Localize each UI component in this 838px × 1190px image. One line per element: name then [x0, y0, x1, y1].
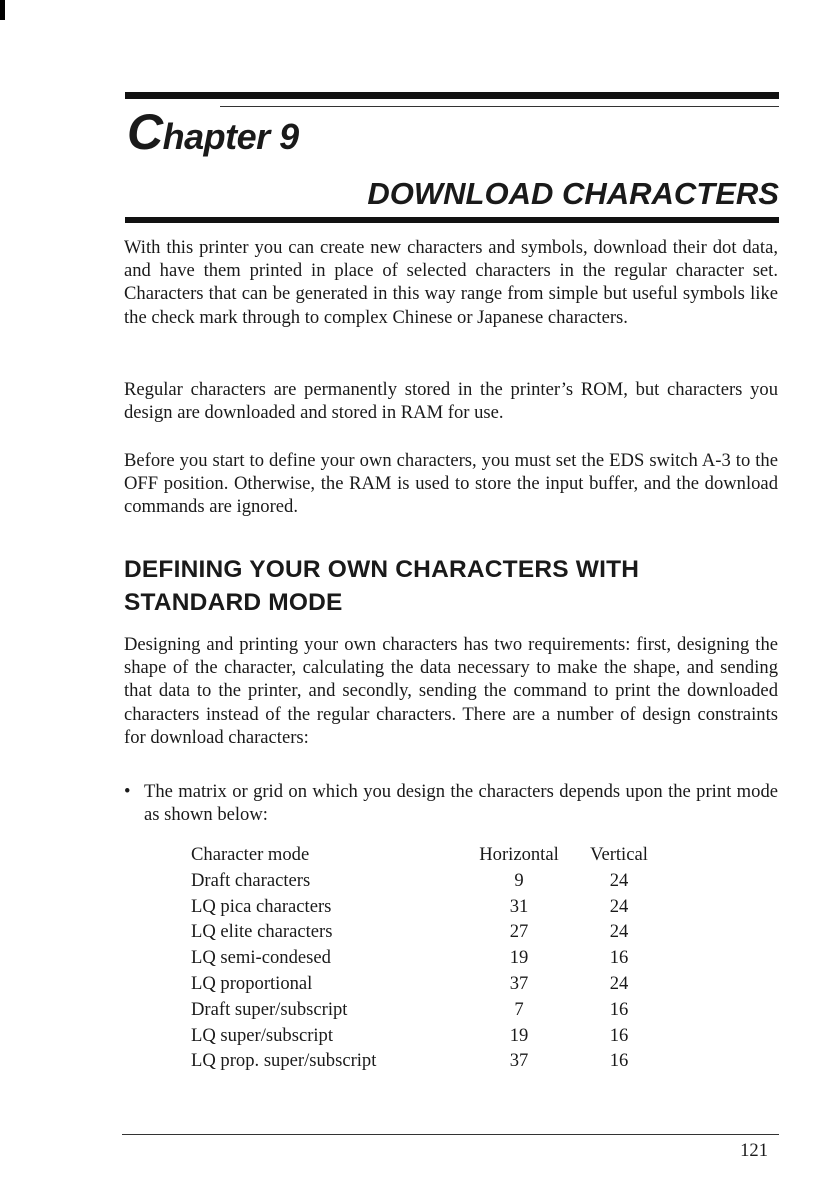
table-cell-mode: LQ elite characters — [191, 921, 333, 943]
table-cell-vertical: 24 — [609, 869, 629, 891]
intro-paragraph-2: Regular characters are permanently stored in the printer’s ROM, but characters you design are downloaded and stored in RAM for use. — [124, 379, 778, 424]
table-cell-mode: Draft characters — [191, 869, 311, 891]
scan-mark — [0, 0, 5, 20]
intro-paragraph-1: With this printer you can create new characters and symbols, download their dot data, and have them printed in place of selected characters in the regular character set. Characters that can be generated in this way range from simple but useful symbols like the check mark through to complex Chinese or Japanese characters. — [124, 237, 778, 328]
table-row — [191, 945, 659, 971]
table-cell-horizontal: 7 — [514, 998, 524, 1020]
chapter-initial: C — [127, 104, 163, 160]
table-cell-mode: LQ prop. super/subscript — [191, 1050, 377, 1072]
table-cell-horizontal: 31 — [509, 895, 529, 917]
table-cell-vertical: 16 — [609, 1024, 629, 1046]
table-cell-vertical: 16 — [609, 947, 629, 969]
table-row — [191, 919, 659, 945]
bullet-icon: • — [124, 781, 131, 802]
table-row — [191, 1048, 659, 1074]
table-cell-mode: LQ proportional — [191, 972, 313, 994]
table-row — [191, 1023, 659, 1049]
table-cell-vertical: 16 — [609, 1050, 629, 1072]
table-cell-mode: LQ super/subscript — [191, 1024, 334, 1046]
chapter-rule-thin — [220, 106, 779, 107]
table-cell-vertical: 24 — [609, 895, 629, 917]
header-character-mode: Character mode — [191, 844, 310, 865]
table-cell-mode: LQ pica characters — [191, 895, 332, 917]
bullet-text: The matrix or grid on which you design the characters depends upon the print mode as shown below: — [144, 781, 778, 826]
table-row — [191, 868, 659, 894]
table-cell-horizontal: 37 — [509, 1050, 529, 1072]
chapter-title: DOWNLOAD CHARACTERS — [367, 176, 779, 211]
page-number: 121 — [740, 1140, 768, 1161]
chapter-rule-bottom — [125, 217, 779, 223]
table-cell-vertical: 24 — [609, 921, 629, 943]
chapter-label-rest: hapter 9 — [162, 116, 299, 157]
header-horizontal: Horizontal — [479, 844, 559, 865]
table-cell-horizontal: 19 — [509, 947, 529, 969]
section-paragraph: Designing and printing your own characters has two requirements: first, designing the shape of the character, calculating the data necessary to make the shape, and sending that data to the printer, and secondly, sending the command to print the downloaded characters instead of the regular characters. There are a number of design constraints for download characters: — [124, 634, 778, 748]
table-cell-horizontal: 19 — [509, 1024, 529, 1046]
chapter-rule-top — [125, 92, 779, 99]
header-vertical: Vertical — [590, 844, 648, 865]
table-row — [191, 997, 659, 1023]
section-heading: DEFINING YOUR OWN CHARACTERS WITH STANDARD MODE — [124, 556, 640, 616]
footer-rule — [122, 1134, 779, 1135]
table-cell-horizontal: 27 — [509, 921, 529, 943]
table-cell-vertical: 24 — [609, 972, 629, 994]
table-row — [191, 894, 659, 920]
table-header-row — [191, 842, 659, 868]
chapter-label — [127, 104, 299, 160]
character-matrix-table — [191, 842, 659, 1074]
table-cell-mode: LQ semi-condesed — [191, 947, 331, 969]
intro-paragraph-3: Before you start to define your own characters, you must set the EDS switch A-3 to the OFF position. Otherwise, the RAM is used to store the input buffer, and the download commands are ignored. — [124, 450, 778, 518]
table-row — [191, 971, 659, 997]
table-cell-vertical: 16 — [609, 998, 629, 1020]
table-cell-horizontal: 9 — [514, 869, 524, 891]
table-cell-mode: Draft super/subscript — [191, 998, 348, 1020]
table-cell-horizontal: 37 — [509, 972, 529, 994]
